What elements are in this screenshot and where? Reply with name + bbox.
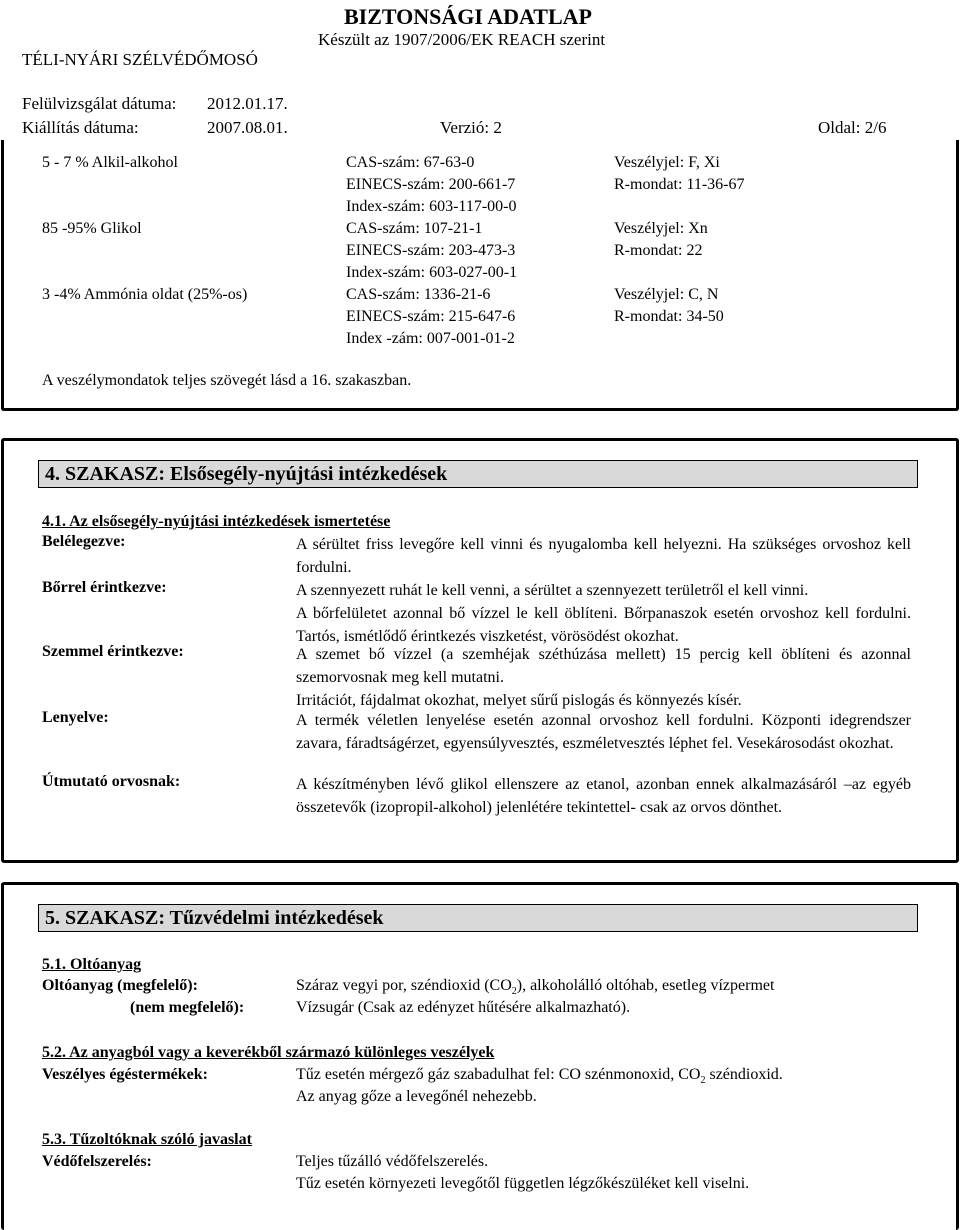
component-name: 5 - 7 % Alkil-alkohol	[42, 154, 178, 171]
component-cas: CAS-szám: 1336-21-6	[346, 286, 491, 303]
subsection-5-1-title: 5.1. Oltóanyag	[42, 956, 142, 973]
subsection-5-2-title: 5.2. Az anyagból vagy a keverékből származó különleges veszélyek	[42, 1044, 495, 1061]
document-subtitle: Készült az 1907/2006/EK REACH szerint	[318, 30, 606, 49]
subsection-5-3-title: 5.3. Tűzoltóknak szóló javaslat	[42, 1131, 252, 1148]
first-aid-label: Belélegezve:	[42, 533, 126, 550]
extinguishing-suitable-label: Oltóanyag (megfelelő):	[42, 977, 198, 994]
first-aid-text	[296, 579, 911, 648]
section-5-title: 5. SZAKASZ: Tűzvédelmi intézkedések	[38, 904, 918, 932]
subsection-4-1-title: 4.1. Az elsősegély-nyújtási intézkedések ismertetése	[42, 513, 391, 530]
first-aid-text	[296, 773, 911, 819]
first-aid-line: A termék véletlen lenyelése esetén azonnal orvoshoz kell fordulni. Központi idegrendszer zavara, fáradtságérzet, egyensúlyvesztés, eszméletvesztés léphet fel. Vesekárosodást okozhat.	[296, 712, 911, 752]
component-hazard: Veszélyjel: F, Xi	[614, 154, 720, 171]
first-aid-text	[296, 643, 911, 712]
issue-date-label: Kiállítás dátuma:	[22, 118, 139, 137]
components-note: A veszélymondatok teljes szövegét lásd a 16. szakaszban.	[42, 372, 412, 389]
first-aid-line: A bőrfelületet azonnal bő vízzel le kell öblíteni. Bőrpanaszok esetén orvoshoz kell fordulni. Tartós, ismétlődő érintkezés viszketést, vörösödést okozhat.	[296, 605, 911, 645]
first-aid-label: Bőrrel érintkezve:	[42, 579, 167, 596]
component-einecs: EINECS-szám: 203-473-3	[346, 242, 516, 259]
hazardous-products-text-2: Az anyag gőze a levegőnél nehezebb.	[296, 1088, 537, 1105]
protective-equipment-text-2: Tűz esetén környezeti levegőtől független légzőkészüléket kell viselni.	[296, 1175, 750, 1192]
product-name: TÉLI-NYÁRI SZÉLVÉDŐMOSÓ	[22, 50, 258, 69]
component-name: 3 -4% Ammónia oldat (25%-os)	[42, 286, 248, 303]
first-aid-label: Lenyelve:	[42, 709, 109, 726]
extinguishing-unsuitable-text: Vízsugár (Csak az edényzet hűtésére alkalmazható).	[296, 999, 631, 1016]
component-index: Index-szám: 603-027-00-1	[346, 264, 518, 281]
first-aid-line: Irritációt, fájdalmat okozhat, melyet sűrű pislogás és könnyezés kísér.	[296, 692, 742, 709]
first-aid-line: A szennyezett ruhát le kell venni, a sérültet a szennyezett területről el kell vinni.	[296, 582, 809, 599]
extinguishing-suitable-text: Száraz vegyi por, széndioxid $(CO_2)$, alkoholálló oltóhab, esetleg vízpermet	[296, 977, 775, 998]
component-cas: CAS-szám: 67-63-0	[346, 154, 475, 171]
review-date: 2012.01.17.	[207, 94, 288, 113]
component-einecs: EINECS-szám: 215-647-6	[346, 308, 516, 325]
section-4-title: 4. SZAKASZ: Elsősegély-nyújtási intézkedések	[38, 460, 918, 488]
first-aid-line: A szemet bő vízzel (a szemhéjak széthúzása mellett) 15 percig kell öblíteni és azonnal szemorvosnak meg kell mutatni.	[296, 646, 911, 686]
component-index: Index-szám: 603-117-00-0	[346, 198, 517, 215]
component-hazard: Veszélyjel: C, N	[614, 286, 719, 303]
component-hazard: Veszélyjel: Xn	[614, 220, 708, 237]
hazardous-products-label: Veszélyes égéstermékek:	[42, 1066, 209, 1083]
component-rphrase: R-mondat: 34-50	[614, 308, 724, 325]
component-cas: CAS-szám: 107-21-1	[346, 220, 483, 237]
issue-date: 2007.08.01.	[207, 118, 288, 137]
first-aid-label: Szemmel érintkezve:	[42, 643, 184, 660]
component-rphrase: R-mondat: 22	[614, 242, 703, 259]
protective-equipment-text: Teljes tűzálló védőfelszerelés.	[296, 1153, 489, 1170]
first-aid-text	[296, 533, 911, 579]
first-aid-text	[296, 709, 911, 755]
extinguishing-unsuitable-label: (nem megfelelő):	[130, 999, 245, 1016]
component-index: Index -zám: 007-001-01-2	[346, 330, 515, 347]
component-einecs: EINECS-szám: 200-661-7	[346, 176, 516, 193]
hazardous-products-text: Tűz esetén mérgező gáz szabadulhat fel: CO szénmonoxid, $CO_2$ széndioxid.	[296, 1066, 783, 1087]
page-number: Oldal: 2/6	[818, 118, 887, 137]
protective-equipment-label: Védőfelszerelés:	[42, 1153, 152, 1170]
version: Verzió: 2	[440, 118, 502, 137]
component-rphrase: R-mondat: 11-36-67	[614, 176, 745, 193]
first-aid-line: A készítményben lévő glikol ellenszere az etanol, azonban ennek alkalmazásáról –az egyéb összetevők (izopropil-alkohol) jelenlétére tekintettel- csak az orvos dönthet.	[296, 776, 911, 816]
first-aid-label: Útmutató orvosnak:	[42, 773, 181, 790]
review-date-label: Felülvizsgálat dátuma:	[22, 94, 177, 113]
first-aid-line: A sérültet friss levegőre kell vinni és nyugalomba kell helyezni. Ha szükséges orvoshoz kell fordulni.	[296, 536, 911, 576]
document-title: BIZTONSÁGI ADATLAP	[344, 4, 592, 29]
component-name: 85 -95% Glikol	[42, 220, 142, 237]
